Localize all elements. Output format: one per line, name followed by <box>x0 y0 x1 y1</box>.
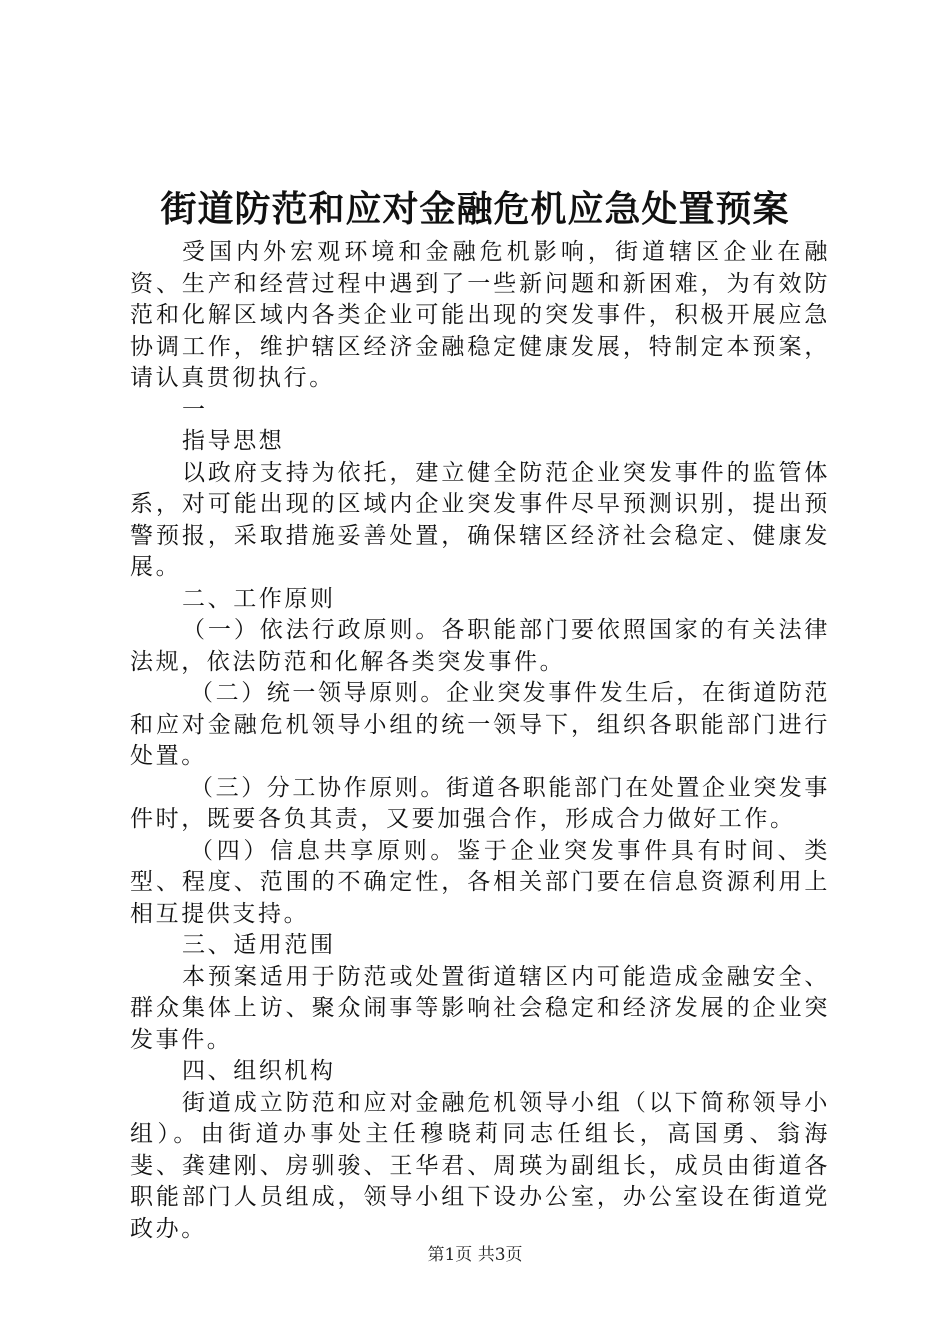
document-title: 街道防范和应对金融危机应急处置预案 <box>160 188 790 230</box>
section-2-title: 二、工作原则 <box>182 585 336 612</box>
section-1-body: 以政府支持为依托，建立健全防范企业突发事件的监管体系，对可能出现的区域内企业突发事件尽早预测识别，提出预警预报，采取措施妥善处置，确保辖区经济社会稳定、健康发展。 <box>130 459 830 580</box>
section-4-title: 四、组织机构 <box>182 1058 336 1084</box>
document-body <box>130 237 830 1245</box>
section-3-title: 三、适用范围 <box>182 932 336 958</box>
intro-paragraph: 受国内外宏观环境和金融危机影响，街道辖区企业在融资、生产和经营过程中遇到了一些新问题和新困难，为有效防范和化解区域内各类企业可能出现的突发事件，积极开展应急协调工作，维护辖区经济金融稳定健康发展，特制定本预案，请认真贯彻执行。 <box>130 239 830 391</box>
section-3-body: 本预案适用于防范或处置街道辖区内可能造成金融安全、群众集体上访、聚众闹事等影响社会稳定和经济发展的企业突发事件。 <box>130 963 830 1053</box>
principle-3: （三）分工协作原则。街道各职能部门在处置企业突发事件时，既要各负其责，又要加强合作，形成合力做好工作。 <box>130 774 830 832</box>
section-1-title: 指导思想 <box>182 428 285 454</box>
principle-4: （四）信息共享原则。鉴于企业突发事件具有时间、类型、程度、范围的不确定性，各相关部门要在信息资源利用上相互提供支持。 <box>130 837 830 927</box>
section-4-body: 街道成立防范和应对金融危机领导小组（以下简称领导小组）。由街道办事处主任穆晓莉同志任组长，高国勇、翁海斐、龚建刚、房驯骏、王华君、周瑛为副组长，成员由街道各职能部门人员组成，领导小组下设办公室，办公室设在街道党政办。 <box>130 1089 830 1242</box>
principle-1: （一）依法行政原则。各职能部门要依照国家的有关法律法规，依法防范和化解各类突发事件。 <box>130 617 830 675</box>
principle-2: （二）统一领导原则。企业突发事件发生后，在街道防范和应对金融危机领导小组的统一领导下，组织各职能部门进行处置。 <box>130 680 830 769</box>
section-1-number: 一 <box>182 396 208 423</box>
page-number-footer: 第1页 共3页 <box>427 1245 523 1265</box>
